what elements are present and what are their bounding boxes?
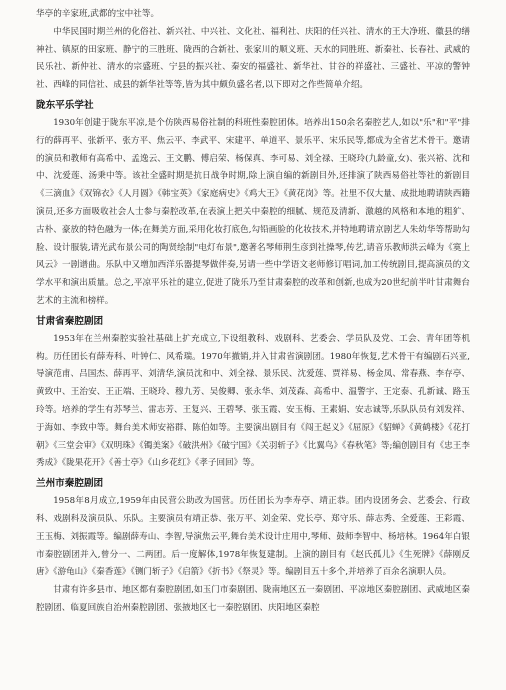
- paragraph-intro-tail: 华亭的辛家班,武都的宝中社等。: [36, 9, 160, 19]
- paragraph-minguo-troupes: 中华民国时期兰州的化俗社、新兴社、中兴社、文化社、福利社、庆阳的任兴社、清水的王大净班、徽县的缮神社、镇原的田家班、静宁的三胜班、陇西的合新社、张家川的顺义班、天水的同胜班、新秦社、长春社、武威的民乐社、新仲社、清水的宗盛班、宁县的振兴社、秦安的福盛社、新华社、甘谷的祥盛社、三盛社、平凉的警钟社、西峰的同信社、成县的新华社等等,皆为其中颇负盛名者,以下即对之作些简单介绍。: [36, 26, 470, 91]
- heading-longdong-pingle: 陇东平乐学社: [36, 99, 94, 111]
- heading-lanzhou-qinqiang: 兰州市秦腔剧团: [36, 478, 104, 490]
- paragraph-gansu-qinqiang: 1953年在兰州秦腔实验社基础上扩充成立,下设组教科、戏剧科、艺委会、学员队及党、工会、青年团等机构。历任团长有薛寿科、叶钟仁、风希瑞。1970年撤销,并入甘肃省演剧团。1980年恢复,艺术骨干有编剧石兴亚,导演范甫、吕国杰、薛再平、刘清华,演员沈和中、刘全禄、景乐民、沈爱莲、贾祥易、杨金凤、常春燕、李存亭、黄致中、王治安、王正端、王晓玲、穆九芳、吴俊卿、张永华、刘茂森、高希中、温警宇、王定泰、孔新诚、路玉玲等。培养的学生有苏琴兰、雷志芳、王复兴、王碧琴、张玉霞、安玉梅、王素娟、安志诚等,乐队队员有刘发祥、于海如、李致中等。舞台美术师安裕群、陈伯如等。主要演出剧目有《闯王起义》《屈原》《貂蝉》《黄鹤楼》《花打朝》《三堂会审》《双明珠》《镯美案》《破洪州》《破宁国》《关羽斩子》《比翼鸟》《春秋笔》等;编创剧目有《忠王李秀成》《陇果花开》《善士亭》《山乡花红》《孝子回回》等。: [36, 333, 470, 469]
- heading-gansu-qinqiang: 甘肃省秦腔剧团: [36, 315, 104, 327]
- paragraph-lanzhou-qinqiang: 1958年8月成立,1959年由民营公助改为国营。历任团长为李寿亭、靖正恭。团内设团务会、艺委会、行政科、戏剧科及演员队、乐队。主要演员有靖正恭、张万平、刘金荣、党长亭、郑守乐、薛志秀、全爱莲、王彩霞、王玉梅、刘振霞等。编剧薛寿山、李智,导演焦云平,舞台美术设计庄用中,琴师、鼓师李智中、杨培林。1964年白银市秦腔剧团并入,曾分一、二两团。后一度解体,1978年恢复建制。上演的剧目有《赵氏孤儿》《生死牌》《薛刚反唐》《游龟山》《秦香莲》《铡门斩子》《启箭》《折书》《祭灵》等。编剧目五十多个,并培养了百余名演职人员。: [36, 496, 470, 578]
- paragraph-longdong-pingle: 1930年创建于陇东平凉,是个仿陕西易俗社制的科班性秦腔团体。培养出150余名秦腔艺人,如以"乐"和"平"排行的薛再平、张新平、张方平、焦云平、李武平、宋建平、单道平、景乐平、宋乐民等,都成为全省艺术骨干。邀请的演员和教师有高希中、孟逸云、王文鹏、傅启荣、杨保真、李可易、刘全禄、王晓玲(九龄童,女)、张兴裕、沈和中、沈爱莲、汤秉中等。该社全盛时期是抗日战争时期,除上演自编的新剧目外,还排演了陕西易俗社等社的新剧目《三滴血》《双锦衣》《人月圆》《韩宝英》《家庭病史》《鸡大王》《黄花岗》等。社里不仅大量、成批地聘请陕西籍演员,还多方面吸收社会人士参与秦腔改革,在表演上把关中秦腔的细腻、规范及清新、激越的风格和本地的粗犷、古朴、豪放的特色融为一体;在舞美方面,采用化妆打底色,勾铅画脸的化妆技术,并特地聘请京剧艺人朱幼华等帮助勾脸、设计服装,请光武布景公司的陶贤绘制"电灯布景",邀著名琴师荆生彦到社操琴,传艺,请音乐教师洪云峰为《寞上风云》一剧谱曲。乐队中又增加西洋乐器提琴做伴奏,另请一些中学语文老师修订唱词,加工传统剧目,提高演员的文学水平和演出质量。总之,平凉平乐社的建立,促进了陇乐乃至甘肃秦腔的改革和创新,也成为20世纪前半叶甘肃舞台艺术的主流和榜样。: [36, 117, 470, 306]
- paragraph-county-troupes: 甘肃有许多县市、地区都有秦腔剧团,如玉门市秦剧团、陇南地区五一秦剧团、平凉地区秦腔剧团、武威地区秦腔剧团、临夏回族自治州秦腔剧团、张掖地区七一秦腔剧团、庆阳地区秦腔: [36, 585, 470, 613]
